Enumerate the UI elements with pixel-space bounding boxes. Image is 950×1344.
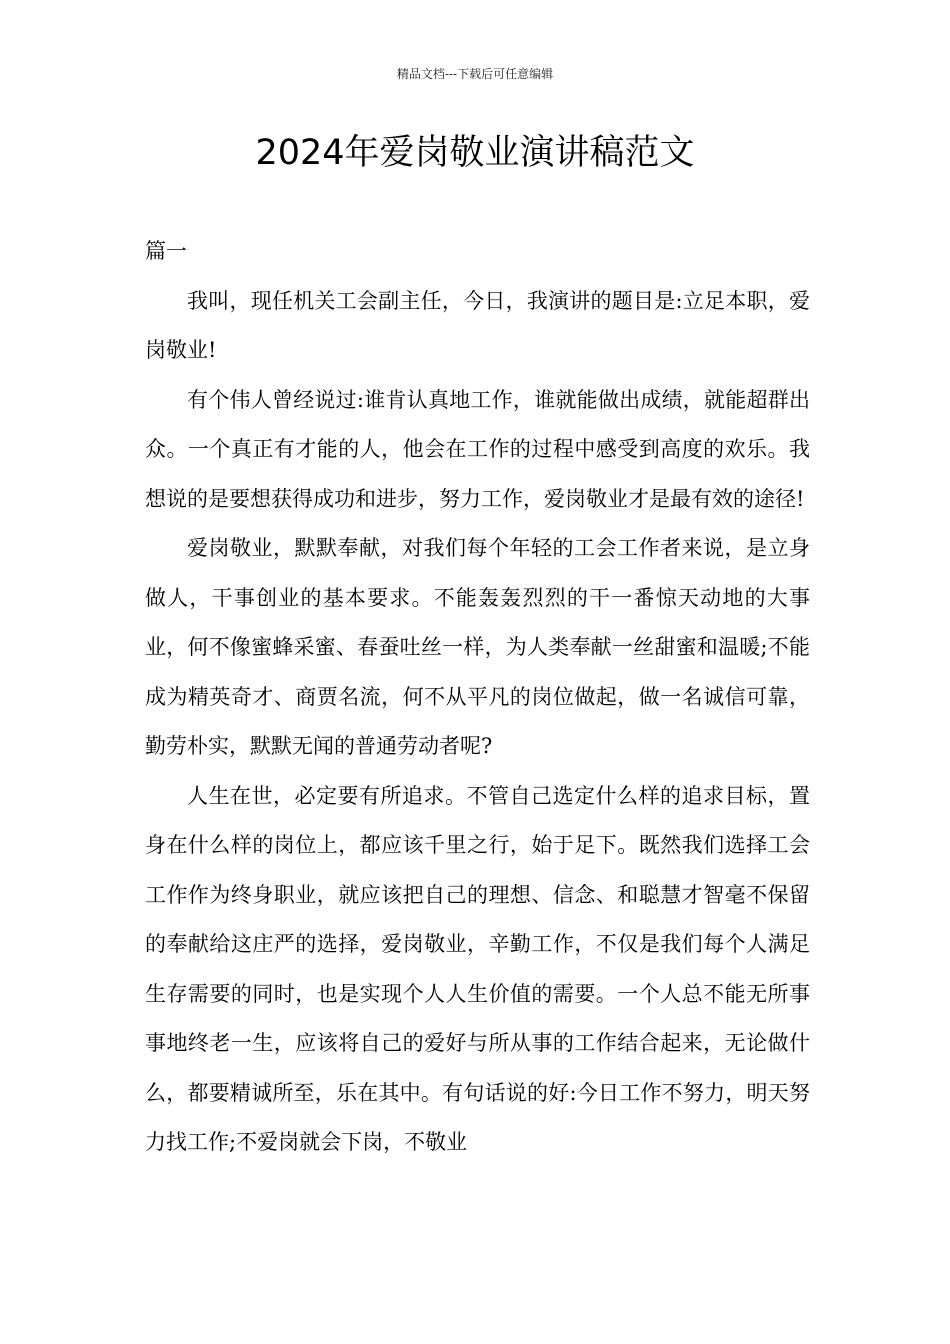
document-title: 2024年爱岗敬业演讲稿范文 [255,133,695,173]
page-header: 精品文档---下载后可任意编辑 [396,67,554,81]
paragraph-1: 我叫，现任机关工会副主任，今日，我演讲的题目是:立足本职，爱岗敬业! [145,288,810,362]
paragraph-3: 爱岗敬业，默默奉献，对我们每个年轻的工会工作者来说，是立身做人，干事创业的基本要求。不能轰轰烈烈的干一番惊天动地的大事业，何不像蜜蜂采蜜、春蚕吐丝一样，为人类奉献一丝甜蜜和温暖;不能成为精英奇才、商贾名流，何不从平凡的岗位做起，做一名诚信可靠，勤劳朴实，默默无闻的普通劳动者呢? [145,536,810,758]
section-label: 篇一 [145,239,187,263]
paragraph-2: 有个伟人曾经说过:谁肯认真地工作，谁就能做出成绩，就能超群出众。一个真正有才能的人，他会在工作的过程中感受到高度的欢乐。我想说的是要想获得成功和进步，努力工作，爱岗敬业才是最有效的途径! [145,387,810,511]
paragraph-4: 人生在世，必定要有所追求。不管自己选定什么样的追求目标，置身在什么样的岗位上，都应该千里之行，始于足下。既然我们选择工会工作作为终身职业，就应该把自己的理想、信念、和聪慧才智毫不保留的奉献给这庄严的选择，爱岗敬业，辛勤工作，不仅是我们每个人满足生存需要的同时，也是实现个人人生价值的需要。一个人总不能无所事事地终老一生，应该将自己的爱好与所从事的工作结合起来，无论做什么，都要精诚所至，乐在其中。有句话说的好:今日工作不努力，明天努力找工作;不爱岗就会下岗，不敬业 [145,783,810,1154]
document-body [145,227,810,1168]
